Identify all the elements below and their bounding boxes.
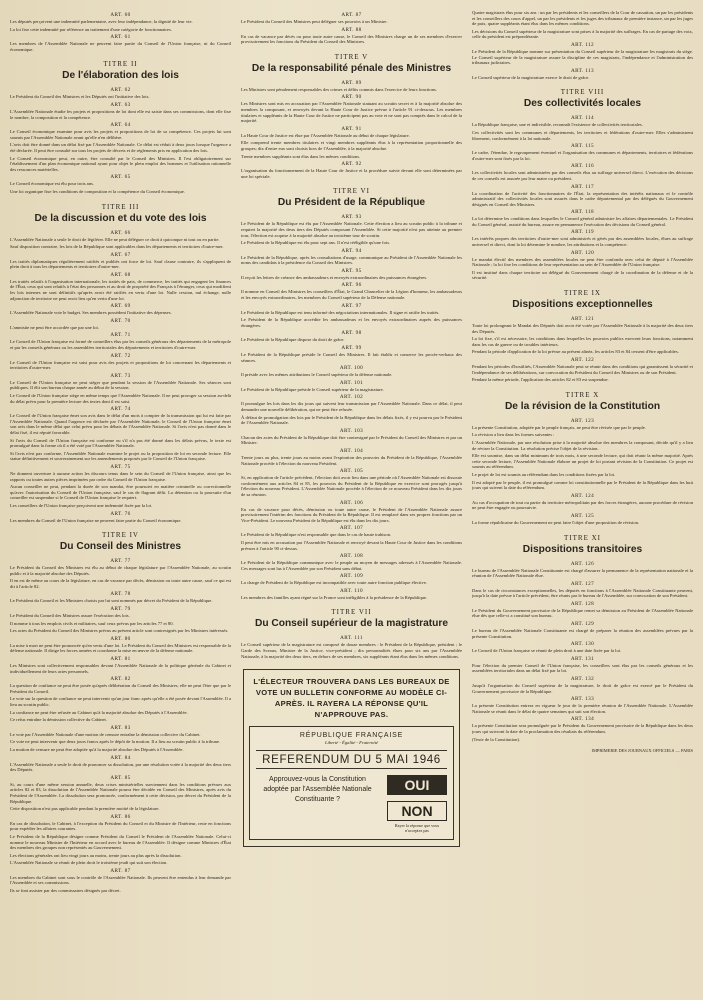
paragraph: Le Président de la République préside le Conseil des Ministres. Il fait établir et conserve les procès-verbaux des séances. — [241, 352, 462, 363]
paragraph: Les membres du Conseil de l'Union française ne peuvent faire partie du Conseil économique. — [10, 517, 182, 523]
article-number: ART. 103 — [339, 427, 364, 434]
article-number: ART. 110 — [339, 587, 364, 594]
paragraph: La République française, une et indivisible, reconnaît l'existence de collectivités territoriales. — [472, 122, 643, 128]
paragraph: Le Conseil supérieur de la magistrature exerce le droit de grâce. — [472, 74, 590, 80]
title-number: TITRE VI — [333, 187, 370, 196]
paragraph: Il préside avec les mêmes attributions le Conseil supérieur de la défense nationale. — [241, 372, 393, 378]
paragraph: Le Président du Conseil des Ministres assure l'exécution des lois. — [10, 613, 130, 619]
paragraph: Le bureau de l'Assemblée Nationale Constituante est chargé d'assurer la permanence de la représentation nationale et la réunion de l'Assemblée Nationale élue. — [472, 567, 693, 579]
article-number: ART. 69 — [110, 303, 131, 310]
article-number: ART. 79 — [110, 606, 131, 613]
paragraph: La loi fixe, s'il est nécessaire, les conditions dans lesquelles les pouvoirs publics exercent leurs fonctions, notamment dans les cas de guerre ou de troubles intérieurs. — [472, 336, 693, 347]
article-number: ART. 126 — [570, 560, 595, 567]
paragraph: Il est adopté par le peuple, il est promulgué comme loi constitutionnelle par le Président de la République dans les huit jours qui suivent la date du référendum. — [472, 479, 693, 491]
article-number: ART. 60 — [110, 12, 131, 18]
paragraph: Ils se font assister par des commissaires désignés par décret. — [10, 888, 121, 894]
title-number: TITRE IX — [564, 289, 601, 298]
section-heading: Des collectivités locales — [523, 98, 642, 110]
paragraph: Elle comprend trente membres titulaires et vingt membres suppléants élus à la représentation proportionnelle des groupes; dix d'entre eux sont choisis hors de l'Assemblée, à la majorité absolue. — [241, 140, 462, 151]
paragraph: Si, au cours d'une même session annuelle, deux crises ministérielles surviennent dans les conditions prévues aux articles 82 et 83, la dissolution de l'Assemblée Nationale pourra être décidée en Conseil des Ministres, après avis du Président de l'Assemblée. La dissolution sera prononcée, conformément à cette décision, par décret du Président de la République. — [10, 781, 231, 804]
article-number: ART. 92 — [341, 161, 362, 168]
paragraph: La mise à mort ne peut être prononcée qu'en vertu d'une loi. Le Président du Conseil des Ministres est responsable de la défense nationale. Il dirige les forces armées et coordonne la mise en œuvre de la défense nationale. — [10, 642, 231, 654]
article-number: ART. 89 — [341, 79, 362, 86]
paragraph: Le Conseil de l'Union française est saisi pour avis des projets et propositions de loi concernant les départements et territoires d'outre-mer. — [10, 359, 231, 371]
article-number: ART. 111 — [340, 635, 363, 642]
paragraph: Quatre magistrats élus pour six ans : un par les présidents et les conseillers de la Cour de cassation, un par les présidents et les conseillers des cours d'appel, un par les présidents et les juges des tribunaux de première instance, un par les juges de paix, quatre suppléants étant élus dans les mêmes conditions. — [472, 10, 693, 27]
ballot-instruction: Rayer la réponse que vous n'acceptez pas — [394, 823, 440, 834]
paragraph: Le Président de la République dispose du droit de grâce. — [241, 337, 345, 343]
paragraph: Ce vote ne peut intervenir que deux jours francs après le dépôt de la motion. Il a lieu au scrutin public à la tribune. — [10, 739, 221, 745]
paragraph: Le vote par l'Assemblée Nationale d'une motion de censure entraîne la démission collective du Cabinet. — [10, 731, 201, 737]
article-number: ART. 94 — [341, 247, 362, 254]
article-number: ART. 98 — [341, 330, 362, 337]
article-number: ART. 84 — [110, 754, 131, 761]
article-number: ART. 87 — [341, 12, 362, 18]
paragraph: La présente Constitution, adoptée par le peuple français, ne peut être révisée que par le peuple. — [472, 424, 646, 430]
paragraph: Les Ministres sont collectivement responsables devant l'Assemblée Nationale de la politique générale du Cabinet et individuellement de leurs actes personnels. — [10, 663, 231, 674]
paragraph: Les traités diplomatiques régulièrement ratifiés et publiés ont force de loi. Sauf clause contraire, ils s'appliquent de plein droit à tous les départements et territoires d'outre-mer. — [10, 258, 231, 270]
paragraph: Le Président de la République n'est responsable que dans le cas de haute trahison. — [241, 532, 392, 538]
paragraph: Cette disposition n'est pas applicable pendant la première moitié de la législature. — [10, 806, 160, 812]
article-number: ART. 78 — [110, 591, 131, 598]
paragraph: Le Conseil de l'Union française se réunit de plein droit à une date fixée par la loi. — [472, 648, 622, 654]
paragraph: Ne donnent ouverture à aucune action les discours tenus dans le sein du Conseil de l'Union française, ainsi que les rapports ou toutes autres pièces imprimées par ordre du Conseil de l'Union française. — [10, 470, 231, 482]
article-number: ART. 74 — [110, 406, 131, 413]
title-number: TITRE II — [103, 60, 138, 69]
paragraph: Chacun des actes du Président de la République doit être contresigné par le Président du Conseil des Ministres et par un Ministre. — [241, 434, 462, 446]
section-heading: Dispositions exceptionnelles — [512, 299, 653, 311]
paragraph: L'amnistie ne peut être accordée que par une loi. — [10, 324, 99, 330]
article-number: ART. 129 — [570, 621, 595, 628]
paragraph: Il reçoit les lettres de créance des ambassadeurs et envoyés extraordinaires des puissances étrangères. — [241, 274, 428, 280]
article-number: ART. 128 — [570, 600, 595, 607]
column-middle-text — [241, 12, 462, 659]
paragraph: Les membres des familles ayant régné sur la France sont inéligibles à la présidence de la République. — [241, 594, 428, 600]
paragraph: En cas de dissolution, le Cabinet, à l'exception du Président du Conseil et du Ministre de l'Intérieur, reste en fonctions pour expédier les affaires courantes. — [10, 820, 231, 832]
paragraph: Le Président du Conseil des Ministres et les Députés ont l'initiative des lois. — [10, 94, 150, 100]
article-number: ART. 132 — [570, 676, 595, 683]
paragraph: Trente jours au plus, trente jours au moins avant l'expiration des pouvoirs du Président de la République, l'Assemblée Nationale procède à l'élection du nouveau Président. — [241, 454, 462, 466]
article-number: ART. 127 — [570, 580, 595, 587]
paragraph: Les députés perçoivent une indemnité parlementaire, avec leur indépendance, la dignité de leur vie. — [10, 19, 193, 24]
section-heading: De l'élaboration des lois — [62, 70, 179, 82]
paragraph: Le Conseil de l'Union française siège en même temps que l'Assemblée Nationale. Il ne peut proroger sa session au-delà du délai prévu pour la première lecture des textes dont il est saisi. — [10, 393, 231, 404]
title-number: TITRE III — [101, 202, 140, 211]
article-number: ART. 76 — [110, 510, 131, 517]
article-number: ART. 134 — [570, 716, 595, 723]
paragraph: L'Assemblée Nationale, par une résolution prise à la majorité absolue des membres la composant, décide qu'il y a lieu de réviser la Constitution. La résolution précise l'objet de la révision. — [472, 439, 693, 451]
article-number: ART. 82 — [110, 676, 131, 683]
ballot-notice: L'ÉLECTEUR TROUVERA DANS LES BUREAUX DE VOTE UN BULLETIN CONFORME AU MODÈLE CI-APRÈS. IL RAYERA LA RÉPONSE QU'IL N'APPROUVE PAS. — [253, 677, 450, 720]
article-number: ART. 102 — [339, 394, 364, 401]
ballot-notice-box — [243, 669, 460, 847]
article-number: ART. 64 — [110, 122, 131, 129]
paragraph: Il peut être mis en accusation par l'Assemblée Nationale et renvoyé devant la Haute Cour de Justice dans les conditions prévues à l'article 90 ci-dessus. — [241, 539, 462, 551]
paragraph: Il en est de même au cours de la législature, en cas de vacance par décès, démission ou toute autre cause, sauf ce qui est dit à l'article 82. — [10, 578, 231, 589]
article-number: ART. 88 — [341, 26, 362, 33]
paragraph: Le Conseil économique peut, en outre, être consulté par le Conseil des Ministres. Il l'est obligatoirement sur l'établissement d'un plan économique national ayant pour objet le plein emploi des hommes et l'utilisation rationnelle des ressources matérielles. — [10, 155, 231, 172]
article-number: ART. 93 — [341, 214, 362, 221]
article-number: ART. 120 — [570, 249, 595, 256]
title-number: TITRE V — [334, 52, 369, 61]
title-number: TITRE VIII — [560, 88, 605, 97]
ballot-republic: RÉPUBLIQUE FRANÇAISE — [299, 732, 404, 740]
paragraph: Le Conseil supérieur de la magistrature est composé de douze membres : le Président de la République, président ; le Garde des Sceaux, Ministre de la Justice, vice-président ; dix personnalités élues pour six ans par l'Assemblée Nationale, à la majorité des deux tiers, en dehors de ses membres, six suppléants étant élus dans les mêmes conditions. — [241, 642, 462, 659]
article-number: ART. 104 — [339, 447, 364, 454]
article-number: ART. 67 — [110, 251, 131, 258]
ballot-question: Approuvez-vous la Constitution adoptée par l'Assemblée Nationale Constituante ? — [263, 776, 372, 804]
paragraph: Ces collectivités sont les communes et départements, les territoires et fédérations d'outre-mer. Elles s'administrent librement, conformément à la loi nationale. — [472, 129, 693, 141]
paragraph: Il est institué dans chaque territoire un délégué du Gouvernement chargé de la coordination de la défense et de la sécurité. — [472, 269, 693, 281]
section-heading: Du Président de la République — [277, 197, 426, 209]
paragraph: Le Président de la République est élu par l'Assemblée Nationale. Cette élection a lieu au scrutin public à la tribune et requiert la majorité des deux tiers des Députés composant l'Assemblée. Si cette majorité n'est pas atteinte au premier tour, l'élection est acquise à la majorité absolue au troisième tour de scrutin. — [241, 221, 462, 238]
article-number: ART. 96 — [341, 282, 362, 289]
ballot-answers — [387, 775, 447, 833]
paragraph: Les membres du Cabinet sont sous le contrôle de l'Assemblée Nationale. Ils peuvent être entendus à leur demande par l'Assemblée et ses commissions. — [10, 874, 231, 886]
paragraph: Le Président de la République préside le Conseil supérieur de la magistrature. — [241, 386, 384, 392]
article-number: ART. 125 — [570, 512, 595, 519]
article-number: ART. 108 — [339, 553, 364, 560]
section-heading: De la responsabilité pénale des Ministres — [251, 62, 452, 74]
paragraph: La loi détermine les conditions dans lesquelles le Conseil général administre les affaires départementales. Le Président du Conseil général, assisté du bureau, assure en permanence l'exécution des décisions du Conseil général. — [472, 216, 693, 227]
article-number: ART. 117 — [570, 183, 595, 190]
paragraph: La confiance ne peut être refusée au Cabinet qu'à la majorité absolue des Députés à l'Assemblée. — [10, 709, 188, 715]
paragraph: Les intérêts propres des territoires d'outre-mer sont administrés et gérés par des assemblées locales, élues au suffrage universel et direct, dont la loi détermine le nombre, les attributions et la compétence. — [472, 236, 693, 248]
article-number: ART. 63 — [110, 101, 131, 108]
paragraph: La Haute Cour de Justice est élue par l'Assemblée Nationale au début de chaque législature. — [241, 132, 410, 138]
paragraph: La coordination de l'activité des fonctionnaires de l'État, la représentation des intérêts nationaux et le contrôle administratif des collectivités locales sont assurés dans le cadre départemental par des délégués du Gouvernement désignés en Conseil des Ministres. — [472, 190, 693, 207]
paragraph: Le Conseil de l'Union française émet son avis dans le délai d'un mois à compter de la transmission qui lui est faite par l'Assemblée Nationale. Quand l'urgence est déclarée par l'Assemblée Nationale, le Conseil de l'Union française émet son avis dans le même délai que celui prévu pour les débats de l'Assemblée Nationale. Si l'avis n'est pas donné dans le délai fixé, il est réputé favorable. — [10, 413, 231, 435]
article-number: ART. 91 — [341, 125, 362, 132]
article-number: ART. 107 — [339, 525, 364, 532]
article-number: ART. 62 — [110, 87, 131, 94]
title-number: TITRE X — [565, 390, 600, 399]
paragraph: Les élections générales ont lieu vingt jours au moins, trente jours au plus après la dissolution. — [10, 852, 182, 858]
paragraph: Le Président de la République nomme sur présentation du Conseil supérieur de la magistrature les magistrats du siège. Le Conseil supérieur de la magistrature assure la discipline de ces magistrats, l'indépendance et l'administration des tribunaux judiciaires. — [472, 48, 693, 66]
paragraph: Pour l'élection du premier Conseil de l'Union française, les conseillers sont élus par les conseils généraux et les assemblées territoriales dans un délai fixé par la loi. — [472, 662, 693, 674]
article-number: ART. 80 — [110, 635, 131, 642]
article-number: ART. 95 — [341, 267, 362, 274]
paragraph: Toute loi prolongeant le Mandat des Députés doit avoir été votée par l'Assemblée Nationale à la majorité des deux tiers des Députés. — [472, 323, 693, 334]
paragraph: Pendant la période d'application de la loi prévue au présent alinéa, les articles 83 et 84 cessent d'être applicables. — [472, 349, 679, 355]
paragraph: Il nomme à tous les emplois civils et militaires, sauf ceux prévus par les articles 77 et 80. — [10, 620, 174, 626]
article-number: ART. 113 — [570, 67, 595, 74]
paragraph: Une loi organique fixe les conditions de composition et la compétence du Conseil économique. — [10, 188, 185, 194]
paragraph: Le Président de la République est élu pour sept ans. Il n'est rééligible qu'une fois. — [241, 240, 391, 246]
article-number: ART. 109 — [339, 573, 364, 580]
paragraph: Si, en application de l'article précédent, l'élection doit avoir lieu dans une période où l'Assemblée Nationale est dissoute conformément aux articles 84 et 85, les pouvoirs du Président de la République en exercice sont prorogés jusqu'à l'élection du nouveau Président. L'Assemblée Nationale procède à l'élection de ce nouveau Président dans les dix jours de sa réunion. — [241, 475, 462, 497]
article-number: ART. 81 — [110, 656, 131, 663]
paragraph: Le mandat électif des membres des assemblées locales ne peut être confondu avec celui de député à l'Assemblée Nationale ; la loi fixe les conditions de leur représentation au sein de l'Assemblée de l'Union française. — [472, 256, 693, 268]
paragraph: La présente Constitution sera promulguée par le Président du Gouvernement provisoire de la République dans les deux jours qui suivront la date de la proclamation des résultats du référendum. — [472, 723, 693, 734]
column-right-text — [472, 10, 693, 742]
article-number: ART. 86 — [110, 813, 131, 820]
article-number: ART. 101 — [339, 379, 364, 386]
section-heading: De la discussion et du vote des lois — [34, 212, 207, 224]
article-number: ART. 121 — [570, 316, 595, 323]
paragraph: Les actes du Président du Conseil des Ministres prévus au présent article sont contresignés par les Ministres intéressés. — [10, 628, 229, 634]
article-number: ART. 77 — [110, 558, 131, 565]
article-number: ART. 116 — [570, 163, 595, 170]
column-left — [10, 10, 231, 992]
paragraph: Le projet de loi est soumis au référendum dans les conditions fixées par la loi. — [472, 471, 616, 477]
paragraph: Elle est soumise, dans un délai minimum de trois mois, à une seconde lecture, qui doit réunir la même majorité. Après cette seconde lecture, l'Assemblée Nationale élabore un projet de loi portant révision de la Constitution. Ce projet est soumis au référendum. — [472, 453, 693, 470]
paragraph: Les décisions du Conseil supérieur de la magistrature sont prises à la majorité des suffrages. En cas de partage des voix, celle du président est prépondérante. — [472, 28, 693, 40]
paragraph: Si l'avis du Conseil de l'Union française est conforme ou s'il n'a pas été donné dans les délais prévus, le texte est promulgué dans la forme où il a été voté par l'Assemblée Nationale. — [10, 437, 231, 449]
paragraph: Le cadre, l'étendue, le regroupement éventuel et l'organisation des communes et départements, territoires et fédérations d'outre-mer sont fixés par la loi. — [472, 150, 693, 161]
paragraph: L'Assemblée Nationale a seule le droit de prononcer sa dissolution, par une résolution votée à la majorité des deux tiers des Députés. — [10, 761, 231, 773]
paragraph: L'avis doit être donné dans un délai fixé par l'Assemblée Nationale. Ce délai est réduit à deux jours lorsque l'urgence a été déclarée. Il peut être consulté sur tous les projets de décrets et de règlements pris en application des lois. — [10, 142, 231, 153]
article-number: ART. 87 — [110, 867, 131, 874]
paragraph: À défaut de promulgation des lois par le Président de la République dans les délais fixés, il y est pourvu par le Président de l'Assemblée Nationale. — [241, 414, 462, 426]
paragraph: Le Président du Conseil et les Ministres choisis par lui sont nommés par décret du Président de la République. — [10, 598, 213, 604]
paragraph: Le vote sur la question de confiance ne peut intervenir qu'un jour franc après qu'elle a été posée devant l'Assemblée. Il a lieu au scrutin public. — [10, 696, 231, 707]
paragraph: Les traités relatifs à l'organisation internationale, les traités de paix, de commerce, les traités qui engagent les finances de l'État, ceux qui sont relatifs à l'état des personnes et au droit de propriété des Français à l'étranger, ceux qui modifient les lois internes ne sont définitifs qu'après avoir été ratifiés en vertu d'une loi. Nulle cession, nul échange, nulle adjonction de territoire ne peut avoir lieu qu'en vertu d'une loi. — [10, 278, 231, 301]
article-number: ART. 66 — [110, 229, 131, 236]
paragraph: Il promulgue les lois dans les dix jours qui suivent leur transmission par l'Assemblée Nationale. Dans ce délai, il peut demander une nouvelle délibération, qui ne peut être refusée. — [241, 401, 462, 412]
section-heading: Dispositions transitoires — [522, 543, 643, 555]
paragraph: Il nomme en Conseil des Ministres les conseillers d'État, le Grand Chancelier de la Légion d'honneur, les ambassadeurs et les envoyés extraordinaires, les membres du Conseil supérieur de la Défense nationale. — [241, 289, 462, 301]
paragraph: La forme républicaine du Gouvernement ne peut faire l'objet d'une proposition de révision. — [472, 519, 640, 525]
paragraph: Trente membres suppléants sont élus dans les mêmes conditions. — [241, 153, 361, 159]
title-number: TITRE VII — [331, 608, 372, 617]
article-number: ART. 118 — [570, 209, 595, 216]
article-number: ART. 68 — [110, 271, 131, 278]
paragraph: La question de confiance ne peut être posée qu'après délibération du Conseil des Ministres; elle ne peut l'être que par le Président du Conseil. — [10, 683, 231, 694]
paragraph: Le Président du Gouvernement provisoire de la République remet sa démission au Président de l'Assemblée Nationale élue dès que celle-ci a constitué son bureau. — [472, 607, 693, 619]
paragraph: L'Assemblée Nationale se réunit de plein droit le troisième jeudi qui suit son élection. — [10, 860, 168, 866]
article-number: ART. 124 — [570, 492, 595, 499]
article-number: ART. 133 — [570, 696, 595, 703]
article-number: ART. 61 — [110, 34, 131, 41]
column-middle — [241, 10, 462, 992]
title-number: TITRE IV — [102, 531, 139, 540]
paragraph: En cas de vacance pour décès, démission ou toute autre cause, le Président de l'Assemblée Nationale assure provisoirement l'intérim des fonctions du Président de la République. Il est remplacé dans ses propres fonctions par un Vice-Président. Le nouveau Président de la République est élu dans les dix jours. — [241, 506, 462, 523]
article-number: ART. 90 — [341, 94, 362, 101]
title-number: TITRE XI — [564, 533, 601, 542]
paragraph: Aucun conseiller ne peut, pendant la durée de son mandat, être poursuivi en matière criminelle ou correctionnelle qu'avec l'autorisation du Conseil de l'Union française, sauf le cas de flagrant délit. La détention ou la poursuite d'un conseiller est suspendue si le Conseil de l'Union française le requiert. — [10, 484, 231, 501]
ballot-answer-non: NON — [387, 801, 447, 821]
ballot-question-row — [256, 775, 447, 833]
paragraph: Dans le cas de circonstances exceptionnelles, les députés en fonctions à l'Assemblée Nationale Constituante peuvent, jusqu'à la date prévue à l'article précédent, être réunis par le bureau de l'Assemblée, sur convocation de son Président. — [472, 587, 693, 599]
paragraph: Les Ministres sont mis en accusation par l'Assemblée Nationale statuant au scrutin secret et à la majorité absolue des membres la composant, et renvoyés devant la Haute Cour de Justice prévue à l'article 91 ci-dessous. Les membres titulaires et suppléants de la Haute Cour de Justice ne participent pas au vote et ne sont pas comptés dans le calcul de la majorité. — [241, 101, 462, 124]
paragraph: Le Conseil de l'Union française est formé de conseillers élus par les conseils généraux des départements de la métropole et par les conseils généraux ou les assemblées territoriales des départements et territoires d'outre-mer. — [10, 339, 231, 351]
paragraph: Le Président de la République accrédite les ambassadeurs et les envoyés extraordinaires auprès des puissances étrangères. — [241, 317, 462, 328]
article-number: ART. 119 — [570, 229, 595, 236]
article-number: ART. 114 — [570, 115, 595, 122]
article-number: ART. 130 — [570, 641, 595, 648]
article-number: ART. 112 — [570, 41, 595, 48]
paragraph: Les membres de l'Assemblée Nationale ne peuvent faire partie du Conseil de l'Union française, ni du Conseil économique. — [10, 41, 231, 52]
paragraph: Si l'avis n'est pas conforme, l'Assemblée Nationale examine le projet ou la proposition de loi en seconde lecture. Elle statue définitivement et souverainement sur les amendements proposés par le Conseil de l'Union française. — [10, 450, 231, 462]
ballot-referendum-title: REFERENDUM DU 5 MAI 1946 — [256, 750, 447, 769]
paragraph: L'organisation du fonctionnement de la Haute Cour de Justice et la procédure suivie devant elle sont déterminées par une loi spéciale. — [241, 168, 462, 179]
ballot-motto: Liberté - Égalité - Fraternité — [324, 740, 379, 746]
ballot-answer-oui: OUI — [387, 775, 447, 795]
article-number: ART. 70 — [110, 317, 131, 324]
paragraph: La loi fixe cette indemnité par référence au traitement d'une catégorie de fonctionnaires. — [10, 26, 172, 32]
article-number: ART. 115 — [570, 143, 595, 150]
article-number: ART. 97 — [341, 302, 362, 309]
paragraph: Le Président du Conseil des Ministres est élu au début de chaque législature par l'Assemblée Nationale, au scrutin public et à la majorité absolue des Députés. — [10, 565, 231, 576]
paragraph: Le Président de la République désigne comme Président du Conseil le Président de l'Assemblée Nationale. Celui-ci nomme le nouveau Ministre de l'Intérieur en accord avec le bureau de l'Assemblée. Il désigne comme Ministres d'État des membres des groupes non représentés au Gouvernement. — [10, 833, 231, 851]
paragraph: Pendant les périodes d'hostilités, l'Assemblée Nationale peut se réunir dans des conditions qui garantissent la sécurité et l'indépendance de ses délibérations, sur convocation du Président du Conseil des Ministres ou de son Président. — [472, 364, 693, 375]
paragraph: Au cas d'occupation de tout ou partie du territoire métropolitain par des forces étrangères, aucune procédure de révision ne peut être engagée ou poursuivie. — [472, 499, 693, 511]
paragraph: En cas de vacance par décès ou pour toute autre cause, le Conseil des Ministres charge un de ses membres d'exercer provisoirement les fonctions du Président du Conseil des Ministres. — [241, 33, 462, 45]
article-number: ART. 71 — [110, 332, 131, 339]
paragraph: La charge de Président de la République est incompatible avec toute autre fonction publique élective. — [241, 580, 428, 586]
paragraph: La révision a lieu dans les formes suivantes : — [472, 432, 555, 438]
paragraph: Le Président de la République communique avec le peuple au moyen de messages adressés à l'Assemblée Nationale. Ces messages sont lus à l'Assemblée par son Président sans débat. — [241, 560, 462, 571]
article-number: ART. 122 — [570, 357, 595, 363]
paragraph: Le Conseil de l'Union française ne peut siéger que pendant la session de l'Assemblée Nationale. Ses séances sont publiques. Il élit son bureau chaque année au début de la session. — [10, 379, 231, 391]
article-number: ART. 123 — [570, 417, 595, 424]
paragraph: Les conseillers de l'Union française perçoivent une indemnité fixée par la loi. — [10, 502, 153, 508]
paragraph: L'Assemblée Nationale étudie les projets et propositions de loi dont elle est saisie dans ses commissions, dont elle fixe le nombre, la composition et la compétence. — [10, 108, 231, 120]
paragraph: L'Assemblée Nationale a seule le droit de légiférer. Elle ne peut déléguer ce droit à quiconque ni tout ou en partie. — [10, 236, 220, 242]
paragraph: Les Ministres sont pénalement responsables des crimes et délits commis dans l'exercice de leurs fonctions. — [241, 86, 437, 92]
paragraph: Le Président de la République est tenu informé des négociations internationales. Il signe et ratifie les traités. — [241, 309, 440, 315]
article-number: ART. 105 — [339, 468, 364, 475]
article-number: ART. 100 — [339, 365, 364, 372]
paragraph: Le Conseil économique examine pour avis les projets et propositions de loi de sa compétence. Ces projets lui sont soumis par l'Assemblée Nationale avant qu'elle n'en délibère. — [10, 129, 231, 140]
column-right — [472, 10, 693, 992]
paragraph: Jusqu'à l'organisation du Conseil supérieur de la magistrature, le droit de grâce est exercé par le Président du Gouvernement provisoire de la République. — [472, 683, 693, 694]
article-number: ART. 73 — [110, 372, 131, 379]
paragraph: Le bureau de l'Assemblée Nationale Constituante est chargé de préparer la réunion des assemblées prévues par la présente Constitution. — [472, 628, 693, 639]
article-number: ART. 65 — [110, 174, 131, 181]
article-number: ART. 99 — [341, 345, 362, 352]
article-number: ART. 72 — [110, 352, 131, 359]
section-heading: De la révision de la Constitution — [504, 400, 661, 412]
section-heading: Du Conseil supérieur de la magistrature — [254, 618, 449, 630]
paragraph: Le Président du Conseil des Ministres peut déléguer ses pouvoirs à un Ministre. — [241, 19, 388, 24]
paragraph: (Texte de la Constitution). — [472, 736, 521, 742]
article-number: ART. 106 — [339, 499, 364, 506]
article-number: ART. 75 — [110, 463, 131, 470]
printer-imprint: IMPRIMERIE DES JOURNAUX OFFICIELS — PARIS — [591, 748, 693, 754]
ballot-card — [249, 726, 454, 840]
paragraph: Pendant la même période, l'application des articles 82 et 83 est suspendue. — [472, 377, 609, 383]
paragraph: Les collectivités locales sont administrées par des conseils élus au suffrage universel direct. L'exécution des décisions de ces conseils est assurée par leur maire ou président. — [472, 170, 693, 181]
article-number: ART. 83 — [110, 724, 131, 731]
paragraph: Sauf disposition contraire, les lois de la République sont applicables dans les départements et territoires d'outre-mer. — [10, 244, 224, 250]
paragraph: Le Conseil économique est élu pour trois ans. — [10, 181, 94, 187]
paragraph: L'Assemblée Nationale vote le budget. Ses membres possèdent l'initiative des dépenses. — [10, 310, 172, 316]
paragraph: Le Président de la République, après les consultations d'usage, communique au Président de l'Assemblée Nationale les noms des candidats à la présidence du Conseil des Ministres. — [241, 254, 462, 266]
section-heading: Du Conseil des Ministres — [59, 541, 182, 553]
paragraph: La motion de censure ne peut être adoptée qu'à la majorité absolue des Députés à l'Assemblée. — [10, 746, 184, 752]
paragraph: La présente Constitution entrera en vigueur le jour de la première réunion de l'Assemblée Nationale. L'Assemblée Nationale se réunit dans le délai de quatre semaines qui suit son élection. — [472, 703, 693, 714]
article-number: ART. 85 — [110, 774, 131, 781]
article-number: ART. 131 — [570, 655, 595, 662]
paragraph: Ce refus entraîne la démission collective du Cabinet. — [10, 717, 107, 723]
